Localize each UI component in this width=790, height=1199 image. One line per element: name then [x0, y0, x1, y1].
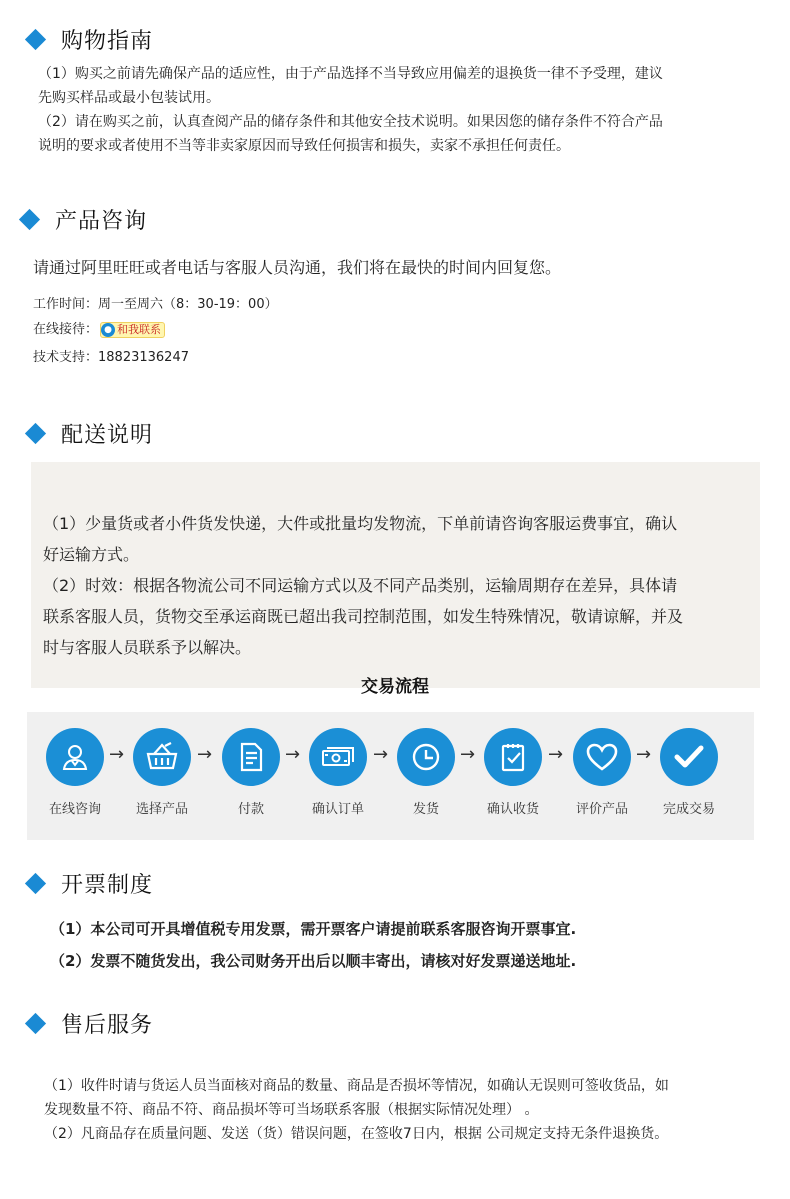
invoice-title-text: 开票制度: [61, 873, 154, 898]
invoice-section-title: [28, 868, 153, 899]
diamond-bullet-icon: [25, 29, 46, 50]
flow-box: [27, 712, 754, 840]
arrow-right-icon: →: [548, 744, 564, 765]
support-label: 技术支持：: [33, 350, 99, 365]
delivery-line-1: （1）少量货或者小件货发快递，大件或批量均发物流，下单前请咨询客服运费事宜，确认: [43, 514, 678, 533]
consult-hours: [33, 293, 278, 317]
guide-title-text: 购物指南: [61, 29, 154, 54]
delivery-line-3: （2）时效：根据各物流公司不同运输方式以及不同产品类别，运输周期存在差异，具体请: [43, 576, 678, 595]
delivery-line-4: 联系客服人员，货物交至承运商既已超出我司控制范围，如发生特殊情况，敬请谅解，并及: [43, 607, 684, 626]
cash-stack-icon: [309, 728, 367, 786]
arrow-right-icon: →: [636, 744, 652, 765]
consult-section-title: [22, 204, 147, 235]
flow-step-receive: [473, 728, 553, 817]
clipboard-check-icon: [484, 728, 542, 786]
basket-icon: [133, 728, 191, 786]
hours-label: 工作时间：: [33, 297, 99, 312]
guide-line-1: （1）购买之前请先确保产品的适应性，由于产品选择不当导致应用偏差的退换货一律不予受理，建议: [38, 66, 663, 82]
diamond-bullet-icon: [25, 873, 46, 894]
flow-step-pay: [211, 728, 291, 817]
delivery-title-text: 配送说明: [61, 423, 154, 448]
consult-title-text: 产品咨询: [55, 209, 148, 234]
flow-step-select: [122, 728, 202, 817]
clock-icon: [397, 728, 455, 786]
flow-step-label: 在线咨询: [48, 802, 101, 817]
flow-step-label: 完成交易: [662, 802, 715, 817]
flow-step-ship: [386, 728, 466, 817]
chat-icon: ●: [101, 323, 115, 337]
aftersale-body: [44, 1074, 764, 1146]
guide-line-4: 说明的要求或者使用不当等非卖家原因而导致任何损害和损失，卖家不承担任何责任。: [38, 138, 570, 154]
aftersale-line-2: 发现数量不符、商品不符、商品损坏等可当场联系客服（根据实际情况处理） 。: [44, 1102, 539, 1118]
arrow-right-icon: →: [109, 744, 125, 765]
person-chat-icon: [46, 728, 104, 786]
contact-me-button[interactable]: [100, 322, 165, 338]
consult-intro: 请通过阿里旺旺或者电话与客服人员沟通，我们将在最快的时间内回复您。: [33, 258, 562, 277]
consult-online: [33, 318, 165, 342]
guide-section-title: [28, 24, 153, 55]
aftersale-section-title: [28, 1008, 153, 1039]
delivery-line-2: 好运输方式。: [43, 545, 140, 564]
arrow-right-icon: →: [460, 744, 476, 765]
flow-step-consult: [35, 728, 115, 817]
arrow-right-icon: →: [285, 744, 301, 765]
flow-step-label: 确认收货: [486, 802, 539, 817]
support-phone: 18823136247: [98, 350, 189, 365]
diamond-bullet-icon: [19, 209, 40, 230]
consult-support: [33, 346, 189, 370]
delivery-text: [43, 508, 755, 663]
invoice-line-2: （2）发票不随货发出，我公司财务开出后以顺丰寄出，请核对好发票递送地址.: [50, 952, 577, 970]
online-label: 在线接待：: [33, 322, 99, 337]
delivery-box: [31, 462, 760, 688]
delivery-section-title: [28, 418, 153, 449]
delivery-line-5: 时与客服人员联系予以解决。: [43, 638, 252, 657]
arrow-right-icon: →: [373, 744, 389, 765]
flow-step-label: 发货: [412, 802, 439, 817]
guide-line-3: （2）请在购买之前，认真查阅产品的储存条件和其他安全技术说明。如果因您的储存条件不符合产品: [38, 114, 663, 130]
contact-me-label: 和我联系: [117, 323, 162, 336]
flow-step-review: [562, 728, 642, 817]
arrow-right-icon: →: [197, 744, 213, 765]
aftersale-line-1: （1）收件时请与货运人员当面核对商品的数量、商品是否损坏等情况，如确认无误则可签收货品，如: [44, 1078, 669, 1094]
diamond-bullet-icon: [25, 423, 46, 444]
flow-step-label: 选择产品: [135, 802, 188, 817]
document-pen-icon: [222, 728, 280, 786]
invoice-body: [50, 913, 576, 977]
aftersale-line-3: （2）凡商品存在质量问题、发送（货）错误问题，在签收7日内，根据 公司规定支持无条件退换货。: [44, 1126, 669, 1142]
flow-step-label: 评价产品: [575, 802, 628, 817]
flow-title: 交易流程: [361, 677, 429, 697]
flow-step-label: 确认订单: [311, 802, 364, 817]
flow-step-label: 付款: [237, 802, 264, 817]
invoice-line-1: （1）本公司可开具增值税专用发票，需开票客户请提前联系客服咨询开票事宜.: [50, 920, 577, 938]
flow-step-complete: [649, 728, 729, 817]
heart-icon: [573, 728, 631, 786]
diamond-bullet-icon: [25, 1013, 46, 1034]
checkmark-icon: [660, 728, 718, 786]
flow-step-confirm-order: [298, 728, 378, 817]
aftersale-title-text: 售后服务: [61, 1013, 154, 1038]
guide-line-2: 先购买样品或最小包装试用。: [38, 90, 220, 106]
guide-body: [38, 62, 758, 158]
hours-value: 周一至周六（8：30-19：00）: [98, 297, 278, 312]
